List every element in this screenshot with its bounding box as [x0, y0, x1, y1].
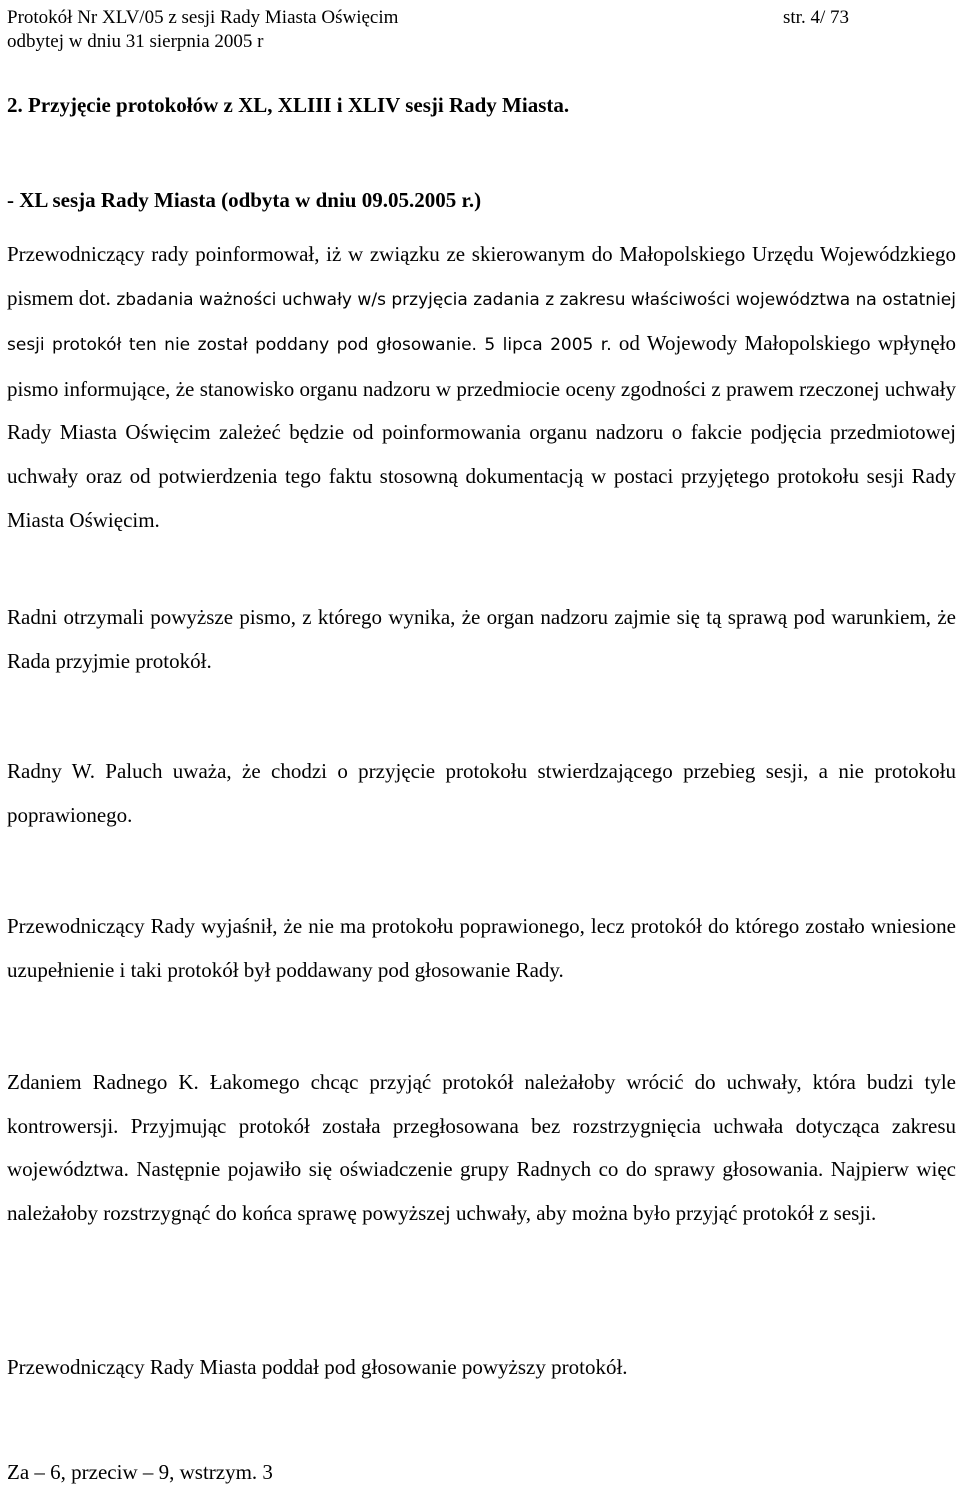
- header-title-line1: Protokół Nr XLV/05 z sesji Rady Miasta Oświęcim: [7, 7, 399, 28]
- paragraph-letter-info: [7, 233, 956, 542]
- page-header-title: [7, 6, 398, 54]
- paragraph-chairman-explanation: Przewodniczący Rady wyjaśnił, że nie ma protokołu poprawionego, lecz protokół do którego zostało wniesione uzupełnienie i taki protokół był poddawany pod głosowanie Rady.: [7, 914, 956, 982]
- paragraph-councillors-letter: Radni otrzymali powyższe pismo, z którego wynika, że organ nadzoru zajmie się tą sprawą pod warunkiem, że Rada przyjmie protokół.: [7, 605, 956, 673]
- paragraph-lakomy-opinion: Zdaniem Radnego K. Łakomego chcąc przyjąć protokół należałoby wrócić do uchwały, która budzi tyle kontrowersji. Przyjmując protokół została przegłosowana bez rozstrzygnięcia uchwała dotycząca zakresu województwa. Następnie pojawiło się oświadczenie grupy Radnych co do sprawy głosowania. Najpierw więc należałoby rozstrzygnąć do końca sprawę powyższej uchwały, aby można było przyjąć protokół z sesji.: [7, 1070, 956, 1225]
- paragraph-letter-info-part2: zbadania ważności uchwały w/s przyjęcia zadania z zakresu właściwości województwa na ostatniej sesji protokół ten nie został poddany pod głosowanie. 5 lipca 2005 r.: [7, 289, 956, 356]
- paragraph-letter-info-part1: Przewodniczący rady poinformował, iż w związku ze skierowanym do Małopolskiego Urzędu Wojewódzkiego pismem dot.: [7, 242, 956, 310]
- page-number: str. 4/ 73: [783, 7, 849, 28]
- paragraph-letter-info-part3: od Wojewody Małopolskiego wpłynęło pismo informujące, że stanowisko organu nadzoru w przedmiocie oceny zgodności z prawem rzeczonej uchwały Rady Miasta Oświęcim zależeć będzie od poinformowania organu nadzoru o fakcie podjęcia przedmiotowej uchwały oraz od potwierdzenia tego faktu stosowną dokumentacją w postaci przyjętego protokołu sesji Rady Miasta Oświęcim.: [7, 331, 956, 532]
- section-heading: 2. Przyjęcie protokołów z XL, XLIII i XLIV sesji Rady Miasta.: [7, 93, 570, 117]
- vote-result: Za – 6, przeciw – 9, wstrzym. 3: [7, 1460, 273, 1484]
- paragraph-paluch-statement: Radny W. Paluch uważa, że chodzi o przyjęcie protokołu stwierdzającego przebieg sesji, a nie protokołu poprawionego.: [7, 759, 956, 827]
- section-subheading: - XL sesja Rady Miasta (odbyta w dniu 09.05.2005 r.): [7, 188, 482, 212]
- paragraph-vote-call: Przewodniczący Rady Miasta poddał pod głosowanie powyższy protokół.: [7, 1355, 628, 1379]
- header-title-line2: odbytej w dniu 31 sierpnia 2005 r: [7, 31, 264, 52]
